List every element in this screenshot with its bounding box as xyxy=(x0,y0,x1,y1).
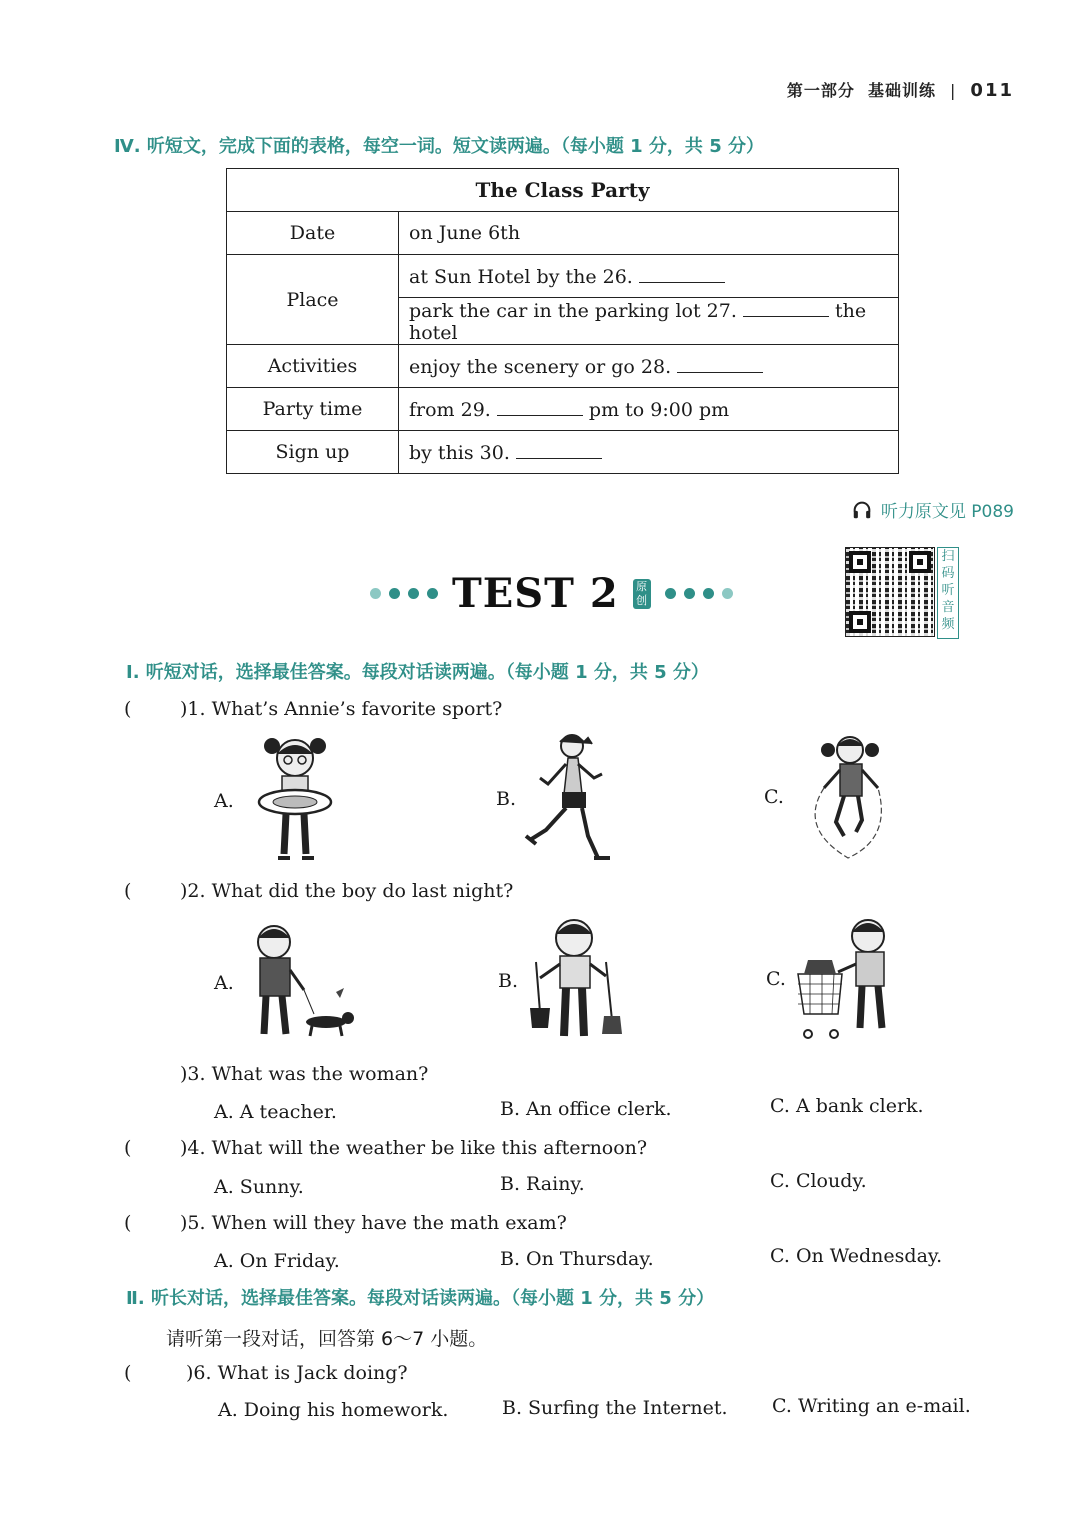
answer-blank-29[interactable] xyxy=(497,397,583,416)
page-number: 011 xyxy=(970,80,1014,101)
decor-dot xyxy=(722,588,733,599)
question-stem: )3. What was the woman? xyxy=(180,1063,429,1085)
headphones-icon xyxy=(851,499,873,521)
row-label: Place xyxy=(227,255,399,345)
test-title-bar xyxy=(370,570,760,617)
qr-code[interactable] xyxy=(845,547,935,637)
option-c: C. Cloudy. xyxy=(770,1170,867,1192)
qr-finder xyxy=(909,551,931,573)
option-b: B. On Thursday. xyxy=(500,1248,654,1270)
reference-text: 听力原文见 P089 xyxy=(880,502,1014,522)
value-text: from 29. xyxy=(409,399,491,421)
option-a: A. Sunny. xyxy=(214,1176,304,1198)
question-5 xyxy=(124,1212,567,1234)
girl-jumping-rope-image xyxy=(788,728,898,864)
question-stem: )5. When will they have the math exam? xyxy=(180,1212,567,1234)
boy-broom-dustpan-image xyxy=(526,912,626,1046)
table-row xyxy=(227,212,899,255)
option-a: A. Doing his homework. xyxy=(218,1399,449,1421)
answer-blank-28[interactable] xyxy=(677,354,763,373)
table-row xyxy=(227,255,899,298)
qr-label: 扫码听音频 xyxy=(937,547,959,639)
boy-shopping-cart-image xyxy=(794,910,906,1042)
row-value xyxy=(399,255,899,298)
option-label: C. xyxy=(764,786,784,808)
decor-dot xyxy=(665,588,676,599)
option-c: C. Writing an e-mail. xyxy=(772,1395,971,1417)
left-dots xyxy=(370,588,438,599)
question-stem: )6. What is Jack doing? xyxy=(186,1362,408,1384)
section-iv-title: Ⅳ. 听短文，完成下面的表格，每空一词。短文读两遍。（每小题 1 分，共 5 分） xyxy=(114,136,764,157)
qr-finder xyxy=(849,611,871,633)
question-4 xyxy=(124,1137,647,1159)
option-a: A. On Friday. xyxy=(214,1250,340,1272)
option-b: B. An office clerk. xyxy=(500,1098,672,1120)
value-text: by this 30. xyxy=(409,442,510,464)
decor-dot xyxy=(389,588,400,599)
value-text: the hotel xyxy=(409,300,867,344)
row-value xyxy=(399,298,899,345)
question-stem: )1. What’s Annie’s favorite sport? xyxy=(180,698,503,720)
answer-paren[interactable]: ( xyxy=(124,1137,132,1159)
table-row xyxy=(227,431,899,474)
test-title: TEST 2 xyxy=(452,570,619,617)
value-text: park the car in the parking lot 27. xyxy=(409,300,737,322)
question-1 xyxy=(124,698,502,720)
section-ii-title: Ⅱ. 听长对话，选择最佳答案。每段对话读两遍。（每小题 1 分，共 5 分） xyxy=(126,1288,715,1309)
answer-blank-27[interactable] xyxy=(743,298,829,317)
row-value: on June 6th xyxy=(399,212,899,255)
option-label: B. xyxy=(498,970,519,992)
answer-paren[interactable]: ( xyxy=(124,698,132,720)
section-label: 基础训练 xyxy=(868,81,937,100)
value-text: enjoy the scenery or go 28. xyxy=(409,356,672,378)
decor-dot xyxy=(703,588,714,599)
option-label: A. xyxy=(214,972,234,994)
part-label: 第一部分 xyxy=(786,81,855,100)
answer-blank-26[interactable] xyxy=(639,264,725,283)
qr-audio-block[interactable] xyxy=(845,547,960,639)
row-label: Date xyxy=(227,212,399,255)
answer-paren[interactable] xyxy=(124,1063,180,1085)
question-stem: )2. What did the boy do last night? xyxy=(180,880,514,902)
girl-running-image xyxy=(522,732,617,864)
row-value xyxy=(399,388,899,431)
table-row xyxy=(227,345,899,388)
qr-finder xyxy=(849,551,871,573)
decor-dot xyxy=(684,588,695,599)
answer-paren[interactable]: ( xyxy=(124,1212,132,1234)
section-i-title: Ⅰ. 听短对话，选择最佳答案。每段对话读两遍。（每小题 1 分，共 5 分） xyxy=(126,662,709,683)
option-label: B. xyxy=(496,788,517,810)
question-3 xyxy=(124,1063,428,1085)
answer-paren[interactable]: ( xyxy=(124,1362,132,1384)
answer-blank-30[interactable] xyxy=(516,440,602,459)
question-6 xyxy=(124,1362,408,1384)
option-label: C. xyxy=(766,968,786,990)
option-label: A. xyxy=(214,790,234,812)
row-value xyxy=(399,431,899,474)
option-a: A. A teacher. xyxy=(214,1101,337,1123)
question-2 xyxy=(124,880,513,902)
class-party-table xyxy=(226,168,899,474)
decor-dot xyxy=(427,588,438,599)
answer-paren[interactable]: ( xyxy=(124,880,132,902)
row-value xyxy=(399,345,899,388)
header-divider: | xyxy=(950,81,957,100)
question-stem: )4. What will the weather be like this afternoon? xyxy=(180,1137,648,1159)
listening-reference[interactable] xyxy=(851,497,1014,522)
row-label: Party time xyxy=(227,388,399,431)
row-label: Activities xyxy=(227,345,399,388)
table-heading: The Class Party xyxy=(227,169,899,212)
section-ii-note: 请听第一段对话，回答第 6～7 小题。 xyxy=(166,1328,488,1350)
decor-dot xyxy=(370,588,381,599)
table-row xyxy=(227,388,899,431)
option-c: C. On Wednesday. xyxy=(770,1245,943,1267)
original-badge: 原创 xyxy=(633,579,651,609)
option-b: B. Rainy. xyxy=(500,1173,585,1195)
page-header xyxy=(787,78,1014,101)
decor-dot xyxy=(408,588,419,599)
value-text: pm to 9:00 pm xyxy=(588,399,730,421)
row-label: Sign up xyxy=(227,431,399,474)
right-dots xyxy=(665,588,733,599)
option-c: C. A bank clerk. xyxy=(770,1095,924,1117)
girl-swim-ring-image xyxy=(250,732,340,864)
boy-walking-dog-image xyxy=(244,918,359,1046)
value-text: at Sun Hotel by the 26. xyxy=(409,266,633,288)
option-b: B. Surfing the Internet. xyxy=(502,1397,728,1419)
